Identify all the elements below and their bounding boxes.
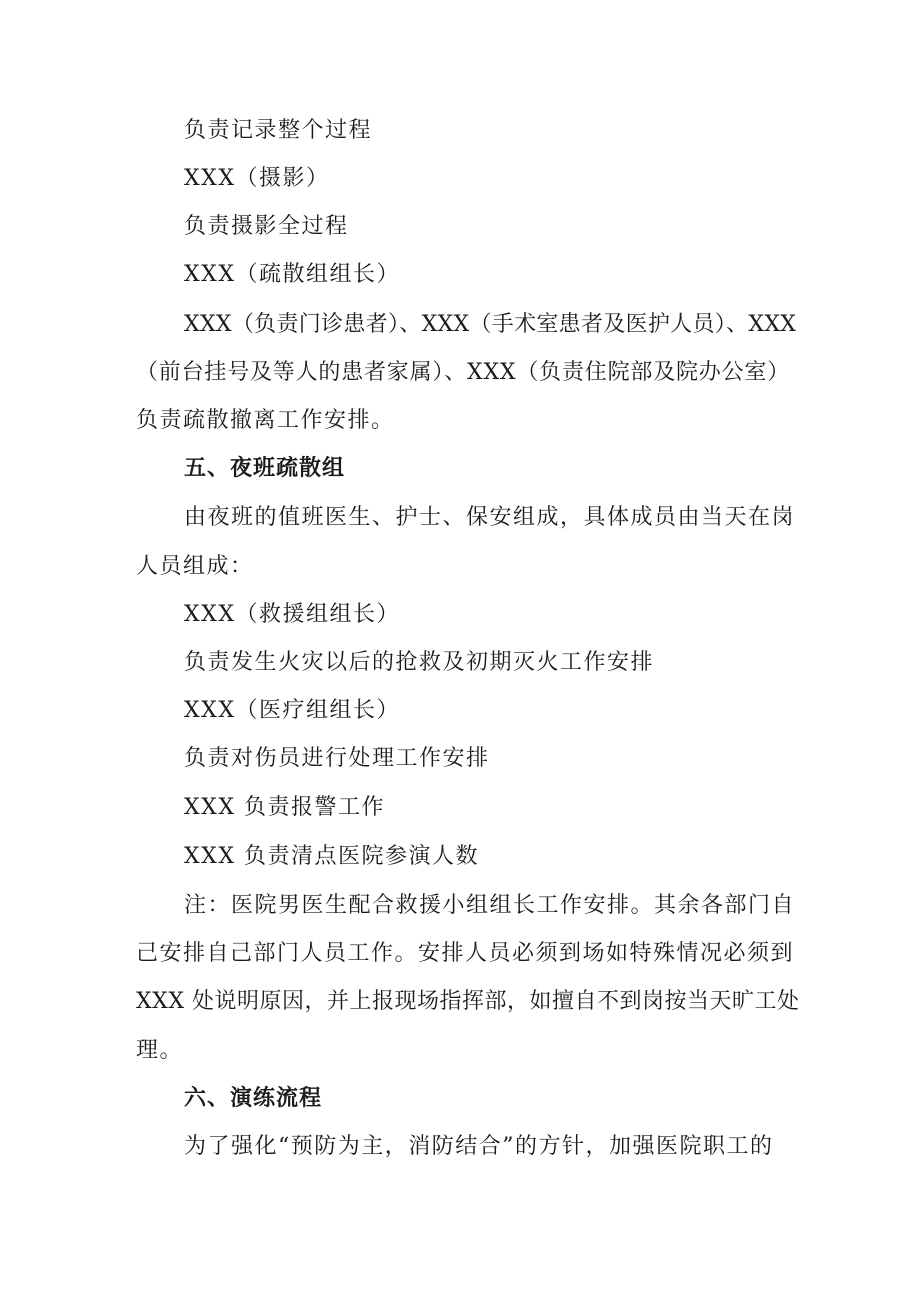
- text-line: XXX 处说明原因，并上报现场指挥部，如擅自不到岗按当天旷工处: [136, 989, 800, 1014]
- text-line: （前台挂号及等人的患者家属）、XXX（负责住院部及院办公室）: [136, 360, 790, 385]
- text-line: 己安排自己部门人员工作。安排人员必须到场如特殊情况必须到: [136, 941, 795, 966]
- section-heading: 五、夜班疏散组: [184, 456, 346, 481]
- text-line: XXX 负责清点医院参演人数: [184, 844, 479, 869]
- text-line: 负责疏散撤离工作安排。: [136, 408, 395, 433]
- text-line: XXX（摄影）: [184, 166, 330, 191]
- section-heading: 六、演练流程: [184, 1086, 323, 1111]
- text-line: XXX 负责报警工作: [184, 795, 385, 820]
- text-line: XXX（疏散组组长）: [184, 262, 400, 287]
- text-line: 注：医院男医生配合救援小组组长工作安排。其余各部门自: [184, 893, 796, 918]
- text-line: 人员组成：: [136, 554, 254, 579]
- text-line: 负责摄影全过程: [184, 214, 349, 239]
- text-line: XXX（医疗组组长）: [184, 698, 400, 723]
- text-line: 由夜班的值班医生、护士、保安组成，具体成员由当天在岗: [184, 505, 796, 530]
- text-line: XXX（负责门诊患者）、XXX（手术室患者及医护人员）、XXX: [184, 312, 797, 337]
- text-line: XXX（救援组组长）: [184, 602, 400, 627]
- text-line: 负责记录整个过程: [184, 118, 373, 143]
- text-line: 负责发生火灾以后的抢救及初期灭火工作安排: [184, 650, 655, 675]
- text-line: 理。: [136, 1038, 184, 1063]
- text-line: 负责对伤员进行处理工作安排: [184, 746, 490, 771]
- text-line: 为了强化“预防为主，消防结合”的方针，加强医院职工的: [184, 1134, 774, 1159]
